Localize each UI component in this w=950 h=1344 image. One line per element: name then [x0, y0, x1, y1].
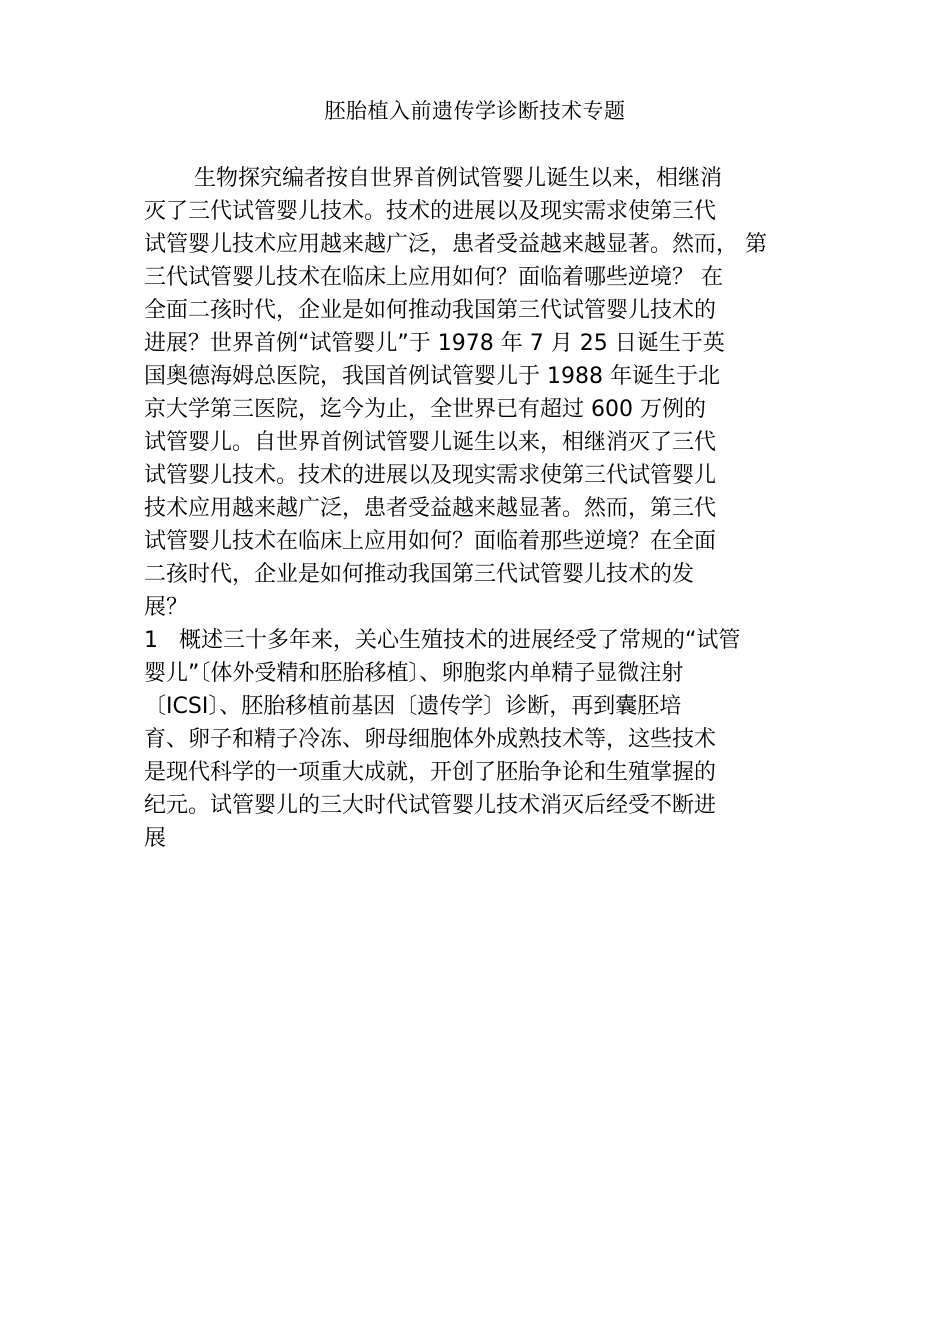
body-line: 纪元。试管婴儿的三大时代试管婴儿技术消灭后经受不断进	[144, 793, 717, 818]
body-line: 展？	[144, 595, 189, 620]
body-line: 进展？世界首例“试管婴儿”于 1978 年 7 月 25 日诞生于英	[144, 331, 725, 356]
body-line: 〔ICSI〕、胚胎移植前基因〔遗传学〕诊断，再到囊胚培	[144, 694, 682, 719]
body-line: 技术应用越来越广泛，患者受益越来越显著。然而，第三代	[144, 496, 717, 521]
body-line: 灭了三代试管婴儿技术。技术的进展以及现实需求使第三代	[144, 199, 717, 224]
document-title: 胚胎植入前遗传学诊断技术专题	[324, 99, 626, 123]
body-line: 三代试管婴儿技术在临床上应用如何？面临着哪些逆境？ 在	[144, 265, 723, 290]
body-line: 试管婴儿。自世界首例试管婴儿诞生以来，相继消灭了三代	[144, 430, 717, 455]
body-line: 试管婴儿技术应用越来越广泛，患者受益越来越显著。然而， 第	[144, 232, 767, 257]
body-line: 二孩时代，企业是如何推动我国第三代试管婴儿技术的发	[144, 562, 695, 587]
section-heading-line: 1 概述三十多年来，关心生殖技术的进展经受了常规的“试管	[144, 628, 741, 653]
body-line: 生物探究编者按自世界首例试管婴儿诞生以来，相继消	[194, 166, 723, 191]
body-line: 试管婴儿技术在临床上应用如何？面临着那些逆境？在全面	[144, 529, 717, 554]
body-line: 全面二孩时代，企业是如何推动我国第三代试管婴儿技术的	[144, 298, 717, 323]
document-body	[144, 162, 834, 855]
body-line: 育、卵子和精子冷冻、卵母细胞体外成熟技术等，这些技术	[144, 727, 717, 752]
body-line: 是现代科学的一项重大成就，开创了胚胎争论和生殖掌握的	[144, 760, 717, 785]
body-line: 婴儿”〔体外受精和胚胎移植〕、卵胞浆内单精子显微注射	[144, 661, 684, 686]
body-line: 京大学第三医院，迄今为止，全世界已有超过 600 万例的	[144, 397, 706, 422]
body-line: 展	[144, 826, 167, 851]
body-line: 国奥德海姆总医院，我国首例试管婴儿于 1988 年诞生于北	[144, 364, 720, 389]
body-line: 试管婴儿技术。技术的进展以及现实需求使第三代试管婴儿	[144, 463, 717, 488]
